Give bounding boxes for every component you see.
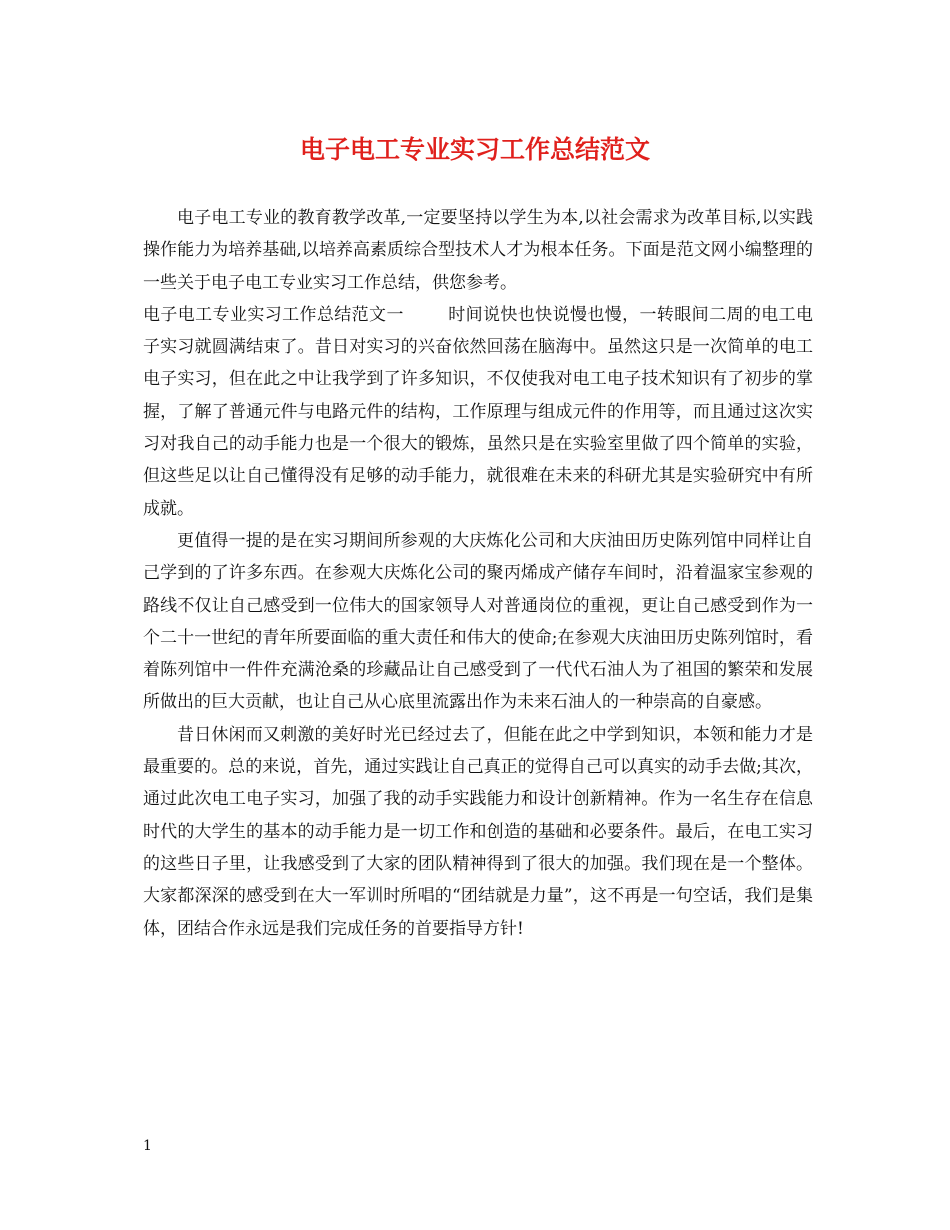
document-body <box>143 202 813 945</box>
intro-paragraph: 电子电工专业的教育教学改革,一定要坚持以学生为本,以社会需求为改革目标,以实践操作能力为培养基础,以培养高素质综合型技术人才为根本任务。下面是范文网小编整理的一些关于电子电工专业实习工作总结，供您参考。 <box>143 208 813 293</box>
body-paragraph-conclusion: 昔日休闲而又刺激的美好时光已经过去了，但能在此之中学到知识，本领和能力才是最重要的。总的来说，首先，通过实践让自己真正的觉得自己可以真实的动手去做;其次，通过此次电工电子实习，加强了我的动手实践能力和设计创新精神。作为一名生存在信息时代的大学生的基本的动手能力是一切工作和创造的基础和必要条件。最后，在电工实习的这些日子里，让我感受到了大家的团队精神得到了很大的加强。我们现在是一个整体。大家都深深的感受到在大一军训时所唱的“团结就是力量”，这不再是一句空话，我们是集体，团结合作永远是我们完成任务的首要指导方针! <box>143 724 813 939</box>
body-paragraph-visit: 更值得一提的是在实习期间所参观的大庆炼化公司和大庆油田历史陈列馆中同样让自己学到的了许多东西。在参观大庆炼化公司的聚丙烯成产储存车间时，沿着温家宝参观的路线不仅让自己感受到一位伟大的国家领导人对普通岗位的重视，更让自己感受到作为一个二十一世纪的青年所要面临的重大责任和伟大的使命;在参观大庆油田历史陈列馆时，看着陈列馆中一件件充满沧桑的珍藏品让自己感受到了一代代石油人为了祖国的繁荣和发展所做出的巨大贡献，也让自己从心底里流露出作为未来石油人的一种崇高的自豪感。 <box>143 530 813 713</box>
section-heading: 电子电工专业实习工作总结范文一 <box>143 304 404 325</box>
section-paragraph <box>143 299 813 525</box>
section-first-paragraph: 时间说快也快说慢也慢，一转眼间二周的电工电子实习就圆满结束了。昔日对实习的兴奋依然回荡在脑海中。虽然这只是一次简单的电工电子实习，但在此之中让我学到了许多知识，不仅使我对电工电子技术知识有了初步的掌握，了解了普通元件与电路元件的结构，工作原理与组成元件的作用等，而且通过这次实习对我自己的动手能力也是一个很大的锻炼，虽然只是在实验室里做了四个简单的实验，但这些足以让自己懂得没有足够的动手能力，就很难在未来的科研尤其是实验研究中有所成就。 <box>143 304 814 519</box>
document-title: 电子电工专业实习工作总结范文 <box>299 135 650 164</box>
page-number: 1 <box>143 1138 152 1154</box>
